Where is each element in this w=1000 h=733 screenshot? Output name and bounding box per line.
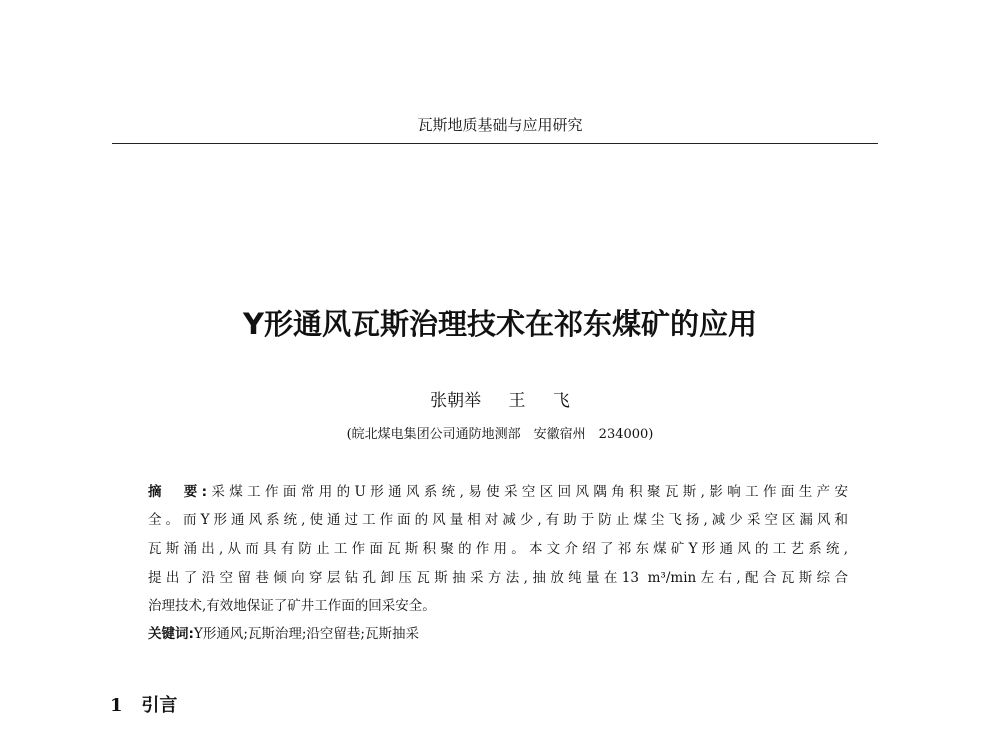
header-rule xyxy=(112,143,878,144)
abstract-line: 治理技术,有效地保证了矿井工作面的回采安全。 xyxy=(148,598,436,614)
abstract-line xyxy=(148,480,848,500)
authors: 张朝举 王 飞 xyxy=(430,391,570,411)
keywords xyxy=(148,622,848,642)
keywords-text: Y形通风;瓦斯治理;沿空留巷;瓦斯抽采 xyxy=(193,626,419,642)
abstract-label: 摘 要: xyxy=(148,484,208,500)
section-heading xyxy=(110,691,177,717)
abstract-line: 全。而Y形通风系统,使通过工作面的风量相对减少,有助于防止煤尘飞扬,减少采空区漏风和 xyxy=(148,512,848,528)
page-title: Y形通风瓦斯治理技术在祁东煤矿的应用 xyxy=(242,307,757,341)
abstract-line: 瓦斯涌出,从而具有防止工作面瓦斯积聚的作用。本文介绍了祁东煤矿Y形通风的工艺系统, xyxy=(148,541,848,557)
abstract-text: 采煤工作面常用的U形通风系统,易使采空区回风隅角积聚瓦斯,影响工作面生产安 xyxy=(207,484,848,500)
section-number: 1 xyxy=(110,695,123,716)
running-header: 瓦斯地质基础与应用研究 xyxy=(417,116,583,134)
affiliation: (皖北煤电集团公司通防地测部 安徽宿州 234000) xyxy=(346,427,654,442)
section-title: 引言 xyxy=(141,695,178,716)
abstract-line: 提出了沿空留巷倾向穿层钻孔卸压瓦斯抽采方法,抽放纯量在13 m³/min左右,配合瓦斯综合 xyxy=(148,570,848,586)
keywords-label: 关键词: xyxy=(148,626,194,642)
